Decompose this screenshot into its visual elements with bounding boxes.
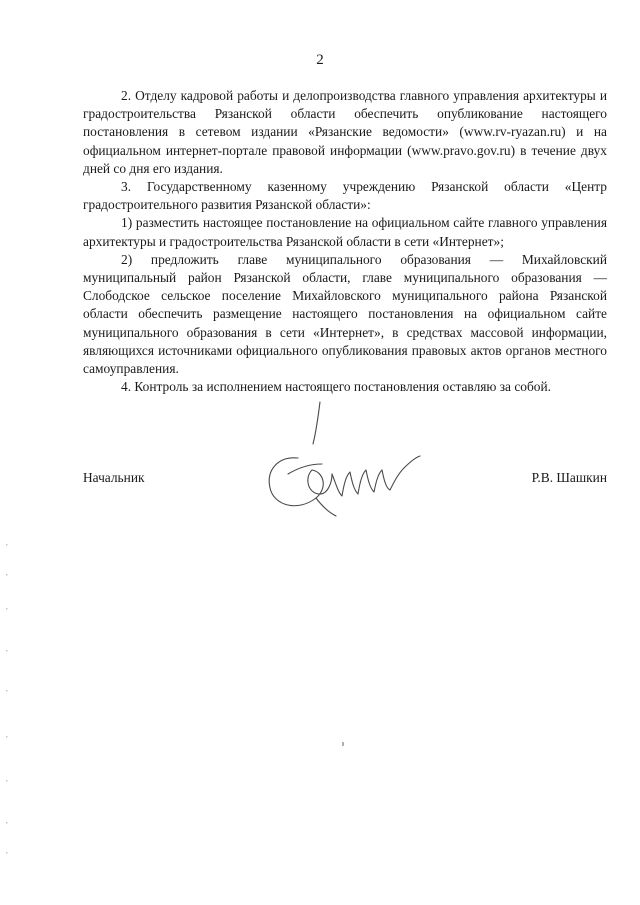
signatory-position: Начальник: [83, 470, 145, 485]
paragraph-item-2: 2. Отделу кадровой работы и делопроизводства главного управления архитектуры и градостроительства Рязанской области обеспечить опубликование настоящего постановления в сетевом издании «Рязанские ведомости» (www.rv-ryazan.ru) и на официальном интернет-портале правовой информации (www.pravo.gov.ru) в течение двух дней со дня его издания.: [83, 88, 607, 176]
paragraph-item-3: 3. Государственному казенному учреждению Рязанской области «Центр градостроительного развития Рязанской области»:: [83, 179, 607, 213]
page-number: 2: [316, 52, 324, 68]
paragraph-subitem-3-2: 2) предложить главе муниципального образования — Михайловский муниципальный район Рязанской области, главе муниципального образования — Слободское сельское поселение Михайловского муниципального района Рязанской области обеспечить размещение настоящего постановления на официальном сайте муниципального образования в сети «Интернет», в средствах массовой информации, являющихся источниками официального опубликования правовых актов органов местного самоуправления.: [83, 251, 607, 377]
paragraph-item-4: 4. Контроль за исполнением настоящего постановления оставляю за собой.: [121, 379, 552, 395]
scan-artifact-mark: [342, 742, 344, 746]
handwritten-signature: [258, 398, 428, 528]
signatory-name: Р.В. Шашкин: [531, 470, 607, 485]
document-body: [83, 87, 607, 396]
scan-artifact-dots: [5, 540, 9, 860]
paragraph-subitem-3-1: 1) разместить настоящее постановление на официальном сайте главного управления архитектуры и градостроительства Рязанской области в сети «Интернет»;: [83, 215, 607, 249]
